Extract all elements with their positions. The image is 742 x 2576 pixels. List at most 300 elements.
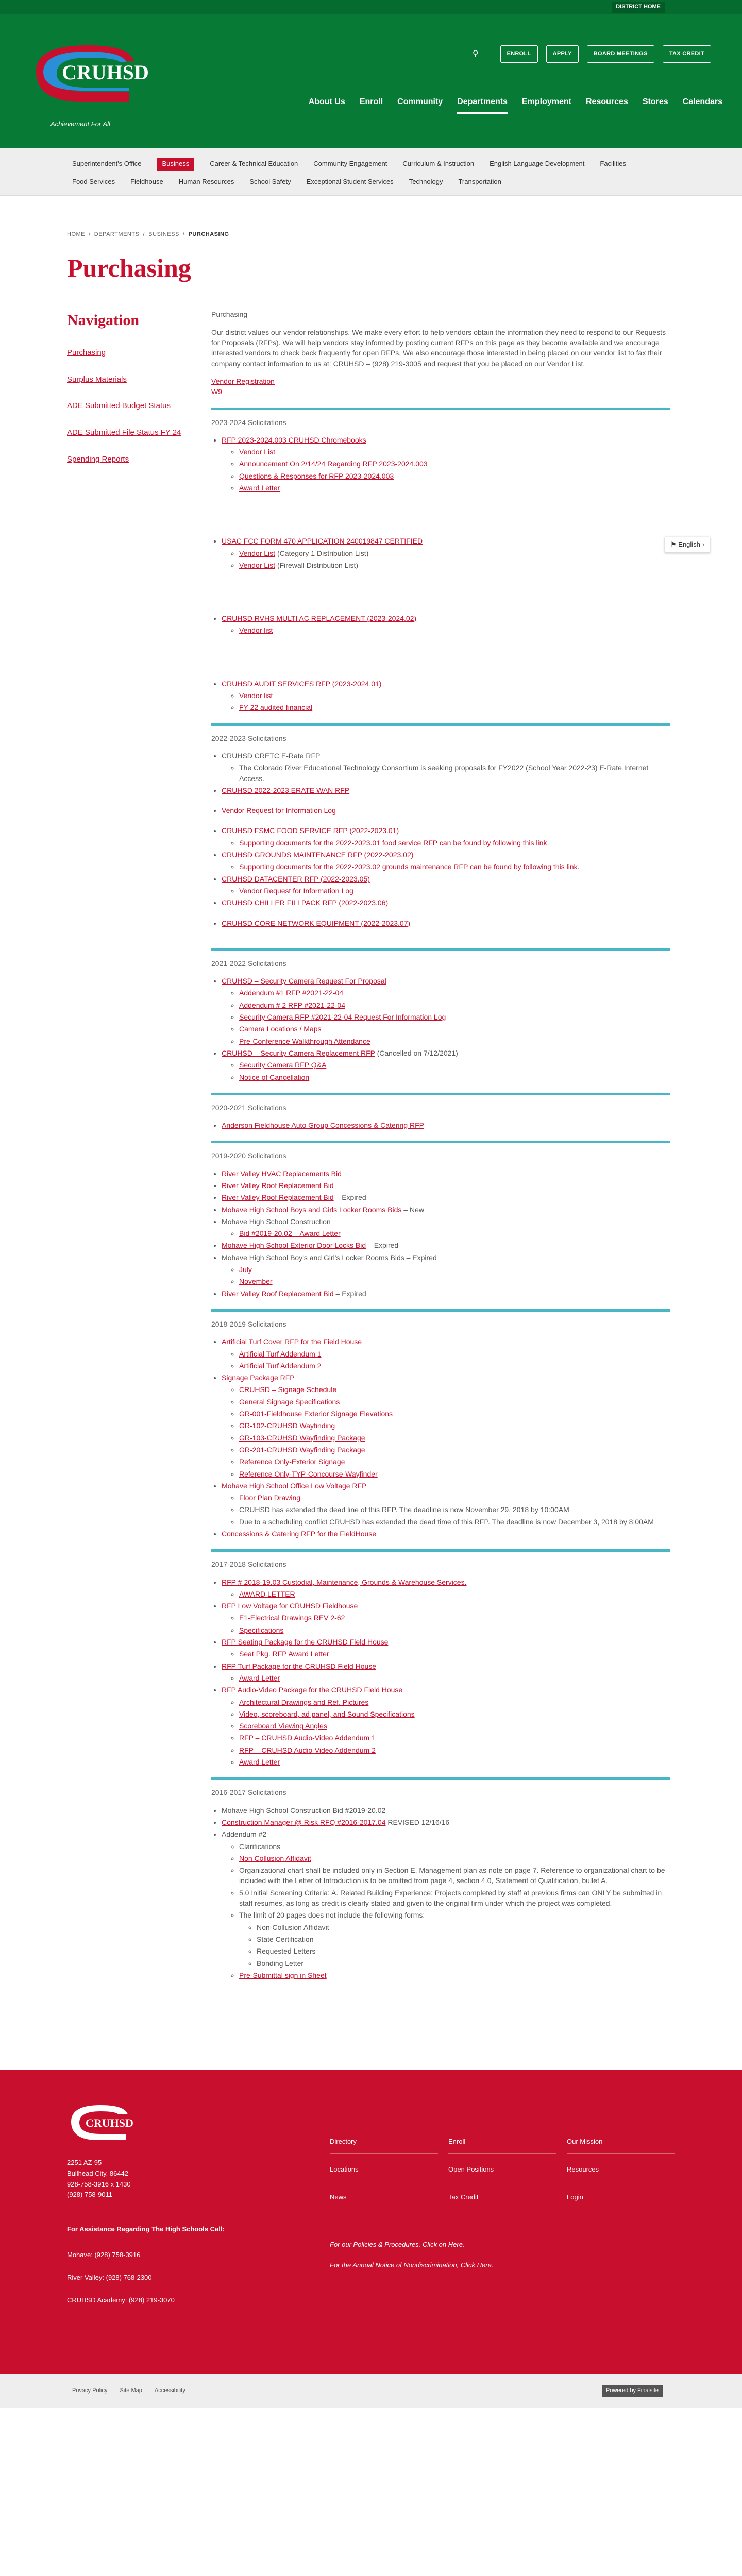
list-item xyxy=(222,1829,670,1852)
solicitation-link[interactable]: CRUHSD DATACENTER RFP (2022-2023.05) xyxy=(222,874,370,883)
subnav-item[interactable]: Facilities xyxy=(600,160,626,167)
subnav-item[interactable]: Food Services xyxy=(72,177,115,185)
document-link[interactable]: Vendor List xyxy=(239,448,276,456)
list-item xyxy=(222,1805,670,1816)
subnav-item[interactable]: Business xyxy=(157,158,195,171)
sub-list xyxy=(222,1970,670,1980)
sub-item xyxy=(239,1072,670,1082)
document-link[interactable]: RFP – CRUHSD Audio-Video Addendum 1 xyxy=(239,1734,376,1742)
sub-list xyxy=(222,861,670,872)
solicitation-link[interactable]: Mohave High School Boys and Girls Locker Rooms Bids xyxy=(222,1205,402,1214)
breadcrumb-home[interactable]: HOME xyxy=(67,231,85,238)
sub-item xyxy=(239,1384,670,1395)
document-link[interactable]: Award Letter xyxy=(239,1758,280,1767)
sub-text: ◦ The Colorado River Educational Technology Consortium is seeking proposals for FY2022 (School Year 2022-23) E-Rate Internet Access. xyxy=(239,762,670,784)
solicitation-list xyxy=(211,435,670,713)
list-item xyxy=(222,1252,670,1287)
document-link[interactable]: Supporting documents for the 2022-2023.01 food service RFP can be found by following this link. xyxy=(239,838,549,847)
nav-departments[interactable]: Departments xyxy=(457,96,508,114)
list-item xyxy=(222,805,670,816)
solicitation-link[interactable]: Construction Manager @ Risk RFQ #2016-2017.04 xyxy=(222,1818,386,1826)
list-item xyxy=(222,536,670,570)
document-link[interactable]: Addendum # 2 RFP #2021-22-04 xyxy=(239,1001,345,1009)
list-item xyxy=(222,1289,670,1299)
footer-col-1 xyxy=(330,2137,438,2221)
solicitation-link[interactable]: River Valley HVAC Replacements Bid xyxy=(222,1169,342,1178)
status-note: – Expired xyxy=(335,1193,366,1202)
solicitation-text: Addendum #2 xyxy=(222,1830,267,1839)
svg-text:CRUHSD: CRUHSD xyxy=(62,61,149,84)
subnav-item[interactable]: Career & Technical Education xyxy=(210,160,298,167)
site-header xyxy=(0,14,742,148)
document-link[interactable]: Security Camera RFP Q&A xyxy=(239,1061,327,1070)
solicitation-link[interactable]: CRUHSD CORE NETWORK EQUIPMENT (2022-2023.07) xyxy=(222,919,411,927)
page-title: Purchasing xyxy=(67,253,191,282)
solicitation-link[interactable]: RFP Seating Package for the CRUHSD Field House xyxy=(222,1638,389,1647)
status-note: (Cancelled on 7/12/2021) xyxy=(377,1048,458,1057)
sub-list xyxy=(222,1349,670,1371)
solicitation-link[interactable]: Mohave High School Office Low Voltage RFP xyxy=(222,1481,367,1490)
department-subnav xyxy=(0,148,742,196)
sub-item xyxy=(239,1757,670,1767)
vendor-registration-link[interactable]: Vendor Registration xyxy=(211,377,275,385)
footer-logo-text: CRUHSD xyxy=(86,2116,133,2130)
section-divider xyxy=(211,1309,670,1312)
solicitation-list xyxy=(211,1168,670,1299)
solicitation-text: Mohave High School Construction Bid #2019-20.02 xyxy=(222,1806,386,1815)
document-link[interactable]: Bid #2019-20.02 – Award Letter xyxy=(239,1229,341,1238)
list-item xyxy=(222,918,670,928)
footer-link-mission[interactable]: Our Mission xyxy=(567,2137,675,2154)
nav-about-us[interactable]: About Us xyxy=(308,97,345,106)
document-link[interactable]: Non Collusion Affidavit xyxy=(239,1854,311,1862)
section-title: 2016-2017 Solicitations xyxy=(211,1788,286,1797)
breadcrumb-current: PURCHASING xyxy=(188,231,229,238)
spacer xyxy=(222,495,670,536)
list-item xyxy=(222,825,670,848)
board-meetings-button[interactable]: BOARD MEETINGS xyxy=(587,45,654,63)
subnav-item[interactable]: English Language Development xyxy=(490,160,585,167)
document-link[interactable]: Vendor list xyxy=(239,691,273,700)
section-divider xyxy=(211,1777,670,1780)
sub-item xyxy=(239,1697,670,1707)
sub-text: ◦ Non-Collusion Affidavit xyxy=(257,1922,670,1933)
document-link[interactable]: Pre-Submittal sign in Sheet xyxy=(239,1971,327,1979)
section-title: 2017-2018 Solicitations xyxy=(211,1560,286,1569)
section-title: 2018-2019 Solicitations xyxy=(211,1319,286,1328)
sub-text: ◦ Bonding Letter xyxy=(257,1958,670,1969)
nav-stores[interactable]: Stores xyxy=(642,97,668,106)
district-home-link[interactable]: DISTRICT HOME xyxy=(612,2,665,13)
document-link[interactable]: Artificial Turf Addendum 1 xyxy=(239,1349,322,1358)
sub-list xyxy=(222,886,670,896)
document-link[interactable]: Specifications xyxy=(239,1625,284,1634)
list-item xyxy=(222,1372,670,1479)
subnav-item[interactable]: Human Resources xyxy=(178,177,234,185)
status-note: – Expired xyxy=(335,1289,366,1298)
powered-by-badge[interactable]: Powered by Finalsite xyxy=(602,2385,663,2397)
sidebar xyxy=(67,309,211,1988)
solicitation-section xyxy=(211,1309,670,1539)
sub-item xyxy=(239,1721,670,1731)
privacy-policy-link[interactable]: Privacy Policy xyxy=(72,2387,108,2394)
sub-list xyxy=(222,1649,670,1659)
solicitation-text: Mohave High School Construction xyxy=(222,1217,331,1226)
sub-item xyxy=(239,459,670,469)
sub-item xyxy=(239,861,670,872)
solicitation-section xyxy=(211,1141,670,1299)
solicitation-link[interactable]: River Valley Roof Replacement Bid xyxy=(222,1193,334,1202)
document-link[interactable]: Reference Only-TYP-Concourse-Wayfinder xyxy=(239,1469,378,1478)
solicitation-link[interactable]: CRUHSD – Security Camera Replacement RFP xyxy=(222,1048,375,1057)
main-layout xyxy=(0,286,742,1988)
assistance-academy[interactable]: CRUHSD Academy: (928) 219-3070 xyxy=(67,2296,175,2304)
sub-item xyxy=(239,1613,670,1623)
solicitation-link[interactable]: River Valley Roof Replacement Bid xyxy=(222,1289,334,1298)
section-divider xyxy=(211,948,670,951)
sidebar-link-surplus[interactable]: Surplus Materials xyxy=(67,375,127,384)
sub-text: ◦ The limit of 20 pages does not include the following forms: xyxy=(239,1910,670,1920)
sub-list xyxy=(222,1922,670,1969)
sub-item xyxy=(239,1445,670,1455)
sub-item xyxy=(239,1000,670,1010)
solicitation-link[interactable]: Anderson Fieldhouse Auto Group Concessions & Catering RFP xyxy=(222,1121,424,1130)
sub-item xyxy=(239,1349,670,1359)
list-item xyxy=(222,1120,670,1130)
sub-item xyxy=(239,1469,670,1479)
solicitation-list xyxy=(211,976,670,1082)
list-item xyxy=(222,613,670,636)
intro-label: Purchasing xyxy=(211,310,248,319)
solicitation-link[interactable]: CRUHSD CHILLER FILLPACK RFP (2022-2023.06) xyxy=(222,899,389,907)
subnav-item[interactable]: Technology xyxy=(409,177,443,185)
nav-calendars[interactable]: Calendars xyxy=(682,97,722,106)
sub-list xyxy=(222,1228,670,1239)
sub-item xyxy=(239,447,670,457)
assistance-mohave[interactable]: Mohave: (928) 758-3916 xyxy=(67,2251,141,2259)
solicitation-sections xyxy=(211,408,670,1981)
list-item xyxy=(222,1240,670,1250)
sub-list xyxy=(222,762,670,784)
document-link[interactable]: Floor Plan Drawing xyxy=(239,1494,301,1502)
solicitation-link[interactable]: RFP 2023-2024.003 CRUHSD Chromebooks xyxy=(222,435,366,444)
sub-item xyxy=(239,1970,670,1980)
sub-list xyxy=(222,548,670,571)
document-link[interactable]: Supporting documents for the 2022-2023.02 grounds maintenance RFP can be found by following this link. xyxy=(239,862,580,871)
solicitation-link[interactable]: Concessions & Catering RFP for the FieldHouse xyxy=(222,1530,377,1538)
list-item xyxy=(222,435,670,493)
sub-item xyxy=(239,1493,670,1503)
solicitation-section xyxy=(211,723,670,938)
sub-text: ◦ Requested Letters xyxy=(257,1946,670,1956)
sub-text: ◦ Clarifications xyxy=(239,1841,670,1852)
list-item xyxy=(222,1216,670,1239)
footer-link-news[interactable]: News xyxy=(330,2193,438,2209)
footer-link-positions[interactable]: Open Positions xyxy=(448,2165,556,2181)
list-item xyxy=(222,874,670,896)
language-label: English xyxy=(678,540,700,548)
sidebar-link-file-status[interactable]: ADE Submitted File Status FY 24 xyxy=(67,428,181,437)
sidebar-link-spending[interactable]: Spending Reports xyxy=(67,454,129,464)
list-item xyxy=(222,1168,670,1179)
section-title: 2019-2020 Solicitations xyxy=(211,1151,286,1160)
list-item xyxy=(222,1481,670,1527)
document-link[interactable]: Vendor List xyxy=(239,549,276,557)
header-actions xyxy=(473,45,711,63)
sidebar-link-budget-status[interactable]: ADE Submitted Budget Status xyxy=(67,401,171,411)
nav-community[interactable]: Community xyxy=(397,97,443,106)
sub-text: ◦ State Certification xyxy=(257,1934,670,1944)
flag-icon: ⚑ xyxy=(670,540,677,548)
breadcrumb-departments[interactable]: DEPARTMENTS xyxy=(94,231,140,238)
sub-list xyxy=(222,625,670,635)
district-logo[interactable] xyxy=(26,35,149,117)
document-link[interactable]: July xyxy=(239,1265,252,1274)
subnav-item[interactable]: Community Engagement xyxy=(313,160,387,167)
solicitation-link[interactable]: CRUHSD – Security Camera Request For Proposal xyxy=(222,977,386,986)
subnav-item[interactable]: Fieldhouse xyxy=(130,177,163,185)
section-divider xyxy=(211,408,670,410)
subnav-item[interactable]: School Safety xyxy=(249,177,291,185)
solicitation-list xyxy=(211,751,670,938)
list-item xyxy=(222,679,670,713)
accessibility-link[interactable]: Accessibility xyxy=(154,2387,185,2394)
list-item xyxy=(222,897,670,908)
status-note: REVISED 12/16/16 xyxy=(387,1818,450,1826)
sub-text: ◦ CRUHSD has extended the dead line of this RFP. The deadline is now November 29, 2018 by 10:00AM xyxy=(239,1504,670,1515)
sub-list xyxy=(222,690,670,713)
document-link[interactable]: GR-102-CRUHSD Wayfinding xyxy=(239,1421,335,1430)
sidebar-link-purchasing[interactable]: Purchasing xyxy=(67,348,106,357)
solicitation-link[interactable]: RFP Audio-Video Package for the CRUHSD Field House xyxy=(222,1686,403,1694)
sub-item xyxy=(239,548,670,558)
section-title: 2023-2024 Solicitations xyxy=(211,418,286,427)
sub-item xyxy=(239,1024,670,1034)
document-link[interactable]: Award Letter xyxy=(239,484,280,492)
sub-list xyxy=(222,1384,670,1479)
footer-link-enroll[interactable]: Enroll xyxy=(448,2137,556,2154)
document-link[interactable]: RFP – CRUHSD Audio-Video Addendum 2 xyxy=(239,1745,376,1754)
document-link[interactable]: General Signage Specifications xyxy=(239,1397,340,1406)
document-link[interactable]: Vendor Request for Information Log xyxy=(239,886,353,895)
sub-item xyxy=(239,690,670,701)
list-item xyxy=(222,1661,670,1684)
solicitation-link[interactable]: Vendor Request for Information Log xyxy=(222,806,336,815)
nav-resources[interactable]: Resources xyxy=(586,97,628,106)
document-link[interactable]: Addendum #1 RFP #2021-22-04 xyxy=(239,989,344,997)
sub-item xyxy=(239,1361,670,1371)
sub-list xyxy=(222,1853,670,1921)
document-link[interactable]: Architectural Drawings and Ref. Pictures xyxy=(239,1698,369,1706)
sub-item xyxy=(239,1733,670,1743)
tax-credit-button[interactable]: TAX CREDIT xyxy=(663,45,711,63)
sub-list xyxy=(222,1673,670,1683)
main-content xyxy=(211,309,675,1988)
list-item xyxy=(222,1180,670,1191)
sub-item xyxy=(239,702,670,713)
solicitation-link[interactable]: Signage Package RFP xyxy=(222,1374,295,1382)
document-link[interactable]: AWARD LETTER xyxy=(239,1589,295,1598)
solicitation-link[interactable]: CRUHSD AUDIT SERVICES RFP (2023-2024.01) xyxy=(222,679,382,688)
spacer xyxy=(222,572,670,613)
sub-text: ◦ 5.0 Initial Screening Criteria: A. Related Building Experience: Projects completed by staff at previous firms can ONLY be submitted in staff resumes, as long as credit is clearly stated and given to the original firm under which the project was completed. xyxy=(239,1888,670,1909)
address-line: 2251 AZ-95 xyxy=(67,2159,102,2167)
document-link[interactable]: FY 22 audited financial xyxy=(239,703,313,712)
solicitation-section xyxy=(211,1549,670,1767)
breadcrumb: HOME / DEPARTMENTS / BUSINESS / PURCHASING xyxy=(67,231,229,238)
solicitation-link[interactable]: CRUHSD FSMC FOOD SERVICE RFP (2022-2023.01) xyxy=(222,826,399,835)
sub-item xyxy=(239,483,670,493)
document-link[interactable]: Video, scoreboard, ad panel, and Sound Specifications xyxy=(239,1709,415,1718)
assistance-river-valley[interactable]: River Valley: (928) 768-2300 xyxy=(67,2274,152,2282)
document-link[interactable]: GR-103-CRUHSD Wayfinding Package xyxy=(239,1433,365,1442)
subnav-item[interactable]: Transportation xyxy=(458,177,501,185)
document-link[interactable]: GR-201-CRUHSD Wayfinding Package xyxy=(239,1445,365,1454)
sub-item xyxy=(239,1060,670,1070)
nav-employment[interactable]: Employment xyxy=(521,97,571,106)
link-note: (Firewall Distribution List) xyxy=(277,561,359,569)
list-item xyxy=(222,1577,670,1600)
sub-item xyxy=(239,1456,670,1467)
sub-item xyxy=(239,1264,670,1275)
document-link[interactable]: Seat Pkg. RFP Award Letter xyxy=(239,1650,329,1658)
solicitation-link[interactable]: CRUHSD RVHS MULTI AC REPLACEMENT (2023-2024.02) xyxy=(222,614,417,623)
site-footer xyxy=(0,2070,742,2374)
section-title: 2021-2022 Solicitations xyxy=(211,959,286,968)
document-link[interactable]: Vendor List xyxy=(239,561,276,569)
list-item xyxy=(222,1336,670,1371)
solicitation-list xyxy=(211,1120,670,1130)
document-link[interactable]: Camera Locations / Maps xyxy=(239,1025,322,1033)
document-link[interactable]: Scoreboard Viewing Angles xyxy=(239,1722,327,1731)
solicitation-section xyxy=(211,1777,670,1980)
section-divider xyxy=(211,1093,670,1095)
sub-list xyxy=(222,1264,670,1287)
document-link[interactable]: Notice of Cancellation xyxy=(239,1073,310,1081)
sub-text: ◦ Due to a scheduling conflict CRUHSD has extended the dead time of this RFP. The deadline is now December 3, 2018 by 8:00AM xyxy=(239,1517,670,1527)
document-link[interactable]: Security Camera RFP #2021-22-04 Request For Information Log xyxy=(239,1013,446,1022)
list-item xyxy=(222,1048,670,1082)
site-map-link[interactable]: Site Map xyxy=(120,2387,142,2394)
solicitation-link[interactable]: RFP Turf Package for the CRUHSD Field House xyxy=(222,1662,377,1670)
document-link[interactable]: November xyxy=(239,1277,273,1286)
footer-link-login[interactable]: Login xyxy=(567,2193,675,2209)
sub-item xyxy=(239,838,670,848)
solicitation-link[interactable]: USAC FCC FORM 470 APPLICATION 240019847 CERTIFIED xyxy=(222,537,423,546)
sub-text: ◦ Organizational chart shall be included only in Section E. Management plan as note on page 7. Reference to organizational chart to be included with the Letter of Introduction is to be omitted from page 4, section 4.0, Statement of Qualification, bullet A. xyxy=(239,1865,670,1886)
search-icon[interactable]: ⚲ xyxy=(472,49,479,59)
solicitation-link[interactable]: Artificial Turf Cover RFP for the Field House xyxy=(222,1337,362,1346)
sub-item xyxy=(239,1420,670,1431)
list-item xyxy=(222,1817,670,1827)
sub-item xyxy=(239,1589,670,1599)
document-link[interactable]: CRUHSD – Signage Schedule xyxy=(239,1385,337,1394)
sub-item xyxy=(239,625,670,635)
solicitation-link[interactable]: RFP # 2018-19.03 Custodial, Maintenance, Grounds & Warehouse Services. xyxy=(222,1578,467,1586)
list-item xyxy=(222,751,670,784)
list-item xyxy=(222,1205,670,1215)
sub-list xyxy=(222,1841,670,1852)
status-note: – New xyxy=(403,1205,424,1214)
solicitation-link[interactable]: CRUHSD 2022-2023 ERATE WAN RFP xyxy=(222,786,350,794)
sub-item xyxy=(239,560,670,570)
subnav-item[interactable]: Curriculum & Instruction xyxy=(402,160,475,167)
sub-item xyxy=(239,1673,670,1683)
nav-enroll[interactable]: Enroll xyxy=(359,97,383,106)
solicitation-list xyxy=(211,1577,670,1768)
intro-body: Our district values our vendor relationships. We make every effort to help vendors obtain the information they need to respond to our Requests for Proposals (RFPs). We will help vendors stay informed by posting current RFPs on this page as they become available and we encourage interested vendors to check back frequently for open RFPs. We also encourage those interested in being placed on our vendor list to fax their company contact information to us at: CRUHSD – (928) 219-3005 and request that you be placed on our Vendor List. xyxy=(211,328,666,368)
section-title: 2022-2023 Solicitations xyxy=(211,734,286,742)
solicitation-section xyxy=(211,1093,670,1131)
policies-note[interactable]: For our Policies & Procedures, Click on Here. xyxy=(330,2241,465,2249)
language-selector[interactable]: ⚑ English › xyxy=(665,537,710,553)
sub-item xyxy=(239,1745,670,1755)
link-note: (Category 1 Distribution List) xyxy=(277,549,369,557)
document-link[interactable]: Announcement On 2/14/24 Regarding RFP 2023-2024.003 xyxy=(239,460,428,468)
sub-item xyxy=(239,886,670,896)
footer-link-directory[interactable]: Directory xyxy=(330,2137,438,2154)
document-link[interactable]: GR-001-Fieldhouse Exterior Signage Elevations xyxy=(239,1410,393,1418)
document-link[interactable]: Reference Only-Exterior Signage xyxy=(239,1458,345,1466)
document-link[interactable]: Pre-Conference Walkthrough Attendance xyxy=(239,1037,370,1045)
w9-link[interactable]: W9 xyxy=(211,387,222,396)
list-item xyxy=(222,850,670,872)
document-link[interactable]: Vendor list xyxy=(239,626,273,635)
footer-link-resources[interactable]: Resources xyxy=(567,2165,675,2181)
sub-item xyxy=(239,1036,670,1046)
sub-item xyxy=(239,988,670,998)
solicitation-list xyxy=(211,1336,670,1539)
subnav-item[interactable]: Superintendent's Office xyxy=(72,160,142,167)
list-item xyxy=(222,976,670,1046)
sub-item xyxy=(239,1409,670,1419)
document-link[interactable]: Artificial Turf Addendum 2 xyxy=(239,1361,322,1370)
sub-list xyxy=(222,988,670,1046)
solicitation-link[interactable]: Mohave High School Exterior Door Locks Bid xyxy=(222,1241,366,1250)
sidebar-heading: Navigation xyxy=(67,312,140,329)
solicitation-section xyxy=(211,948,670,1082)
document-link[interactable]: Award Letter xyxy=(239,1673,280,1682)
list-item xyxy=(222,1685,670,1767)
apply-button[interactable]: APPLY xyxy=(546,45,579,63)
section-divider xyxy=(211,1549,670,1552)
document-link[interactable]: Questions & Responses for RFP 2023-2024.003 xyxy=(239,471,394,480)
logo-tagline: Achievement For All xyxy=(50,120,110,128)
sub-list xyxy=(222,1493,670,1527)
document-link[interactable]: E1-Electrical Drawings REV 2-62 xyxy=(239,1614,345,1622)
list-item xyxy=(222,1637,670,1659)
enroll-button[interactable]: ENROLL xyxy=(500,45,538,63)
footer-col-2 xyxy=(448,2137,556,2221)
sub-list xyxy=(222,1613,670,1635)
sub-item xyxy=(239,1012,670,1022)
solicitation-link[interactable]: CRUHSD GROUNDS MAINTENANCE RFP (2022-2023.02) xyxy=(222,851,414,859)
phone-line: 928-758-3916 x 1430 xyxy=(67,2180,131,2188)
section-title: 2020-2021 Solicitations xyxy=(211,1103,286,1112)
subnav-item[interactable]: Exceptional Student Services xyxy=(306,177,394,185)
utility-bar xyxy=(0,0,742,14)
status-note: – Expired xyxy=(368,1241,399,1250)
footer-link-tax-credit[interactable]: Tax Credit xyxy=(448,2193,556,2209)
footer-link-locations[interactable]: Locations xyxy=(330,2165,438,2181)
breadcrumb-business[interactable]: BUSINESS xyxy=(148,231,179,238)
footer-logo[interactable] xyxy=(67,2101,134,2147)
sub-item xyxy=(239,471,670,481)
sub-item xyxy=(239,1853,670,1863)
solicitation-link[interactable]: River Valley Roof Replacement Bid xyxy=(222,1181,334,1190)
nondiscrimination-note[interactable]: For the Annual Notice of Nondiscrimination, Click Here. xyxy=(330,2261,494,2269)
solicitation-link[interactable]: RFP Low Voltage for CRUHSD Fieldhouse xyxy=(222,1602,358,1611)
